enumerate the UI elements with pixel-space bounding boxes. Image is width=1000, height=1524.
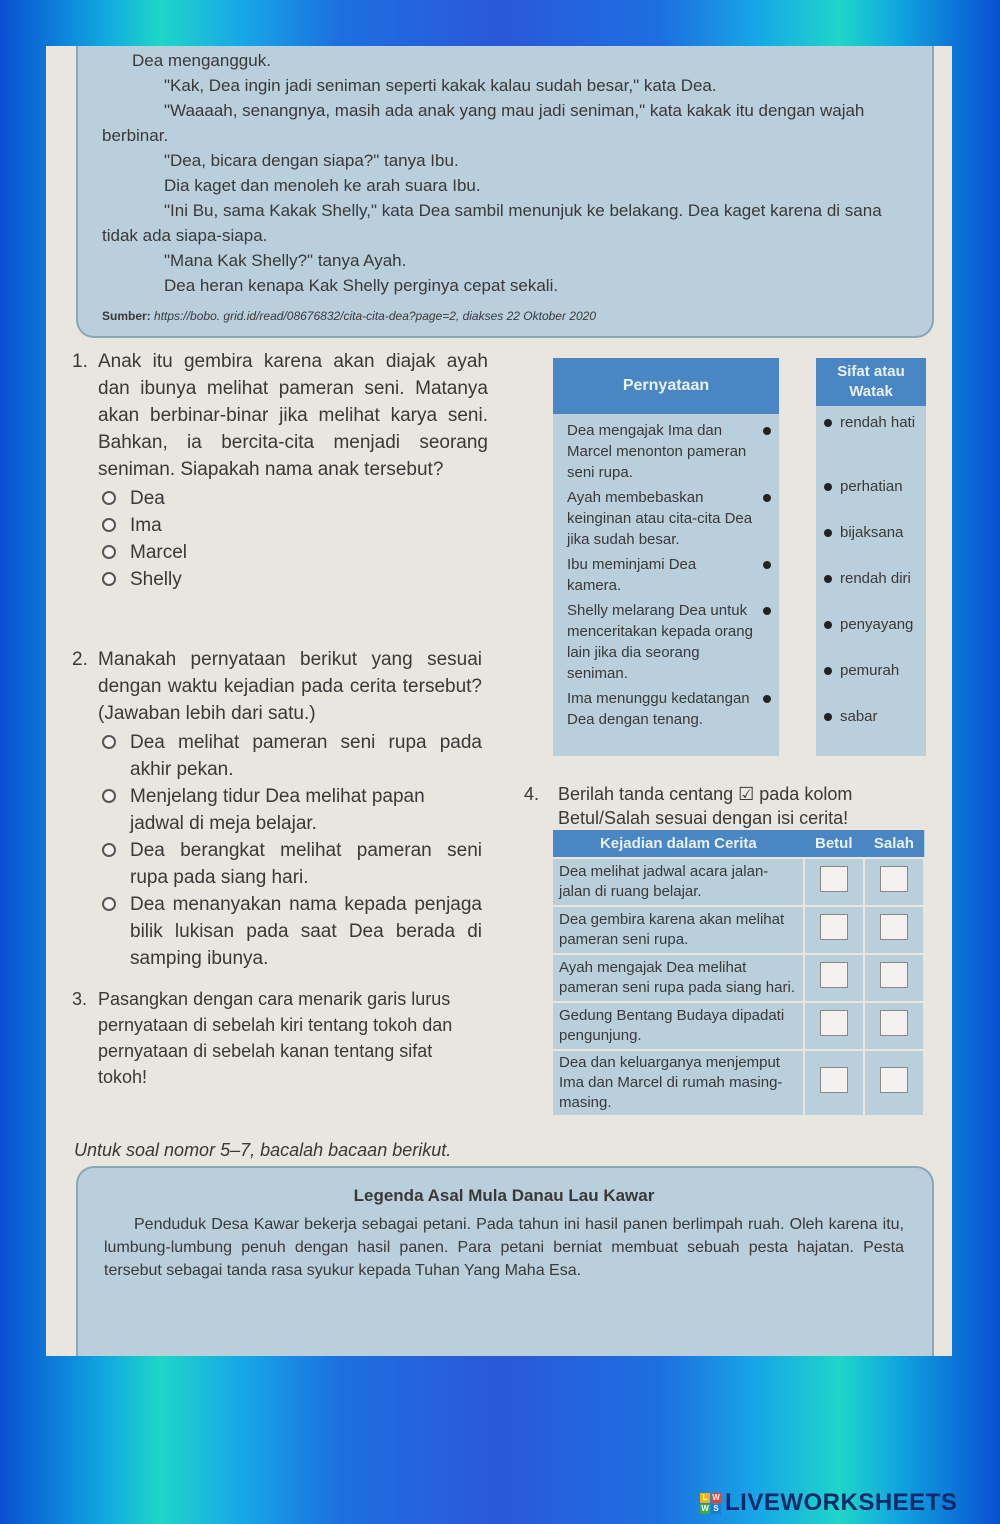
statement-text: Dea mengajak Ima dan Marcel menonton pameran seni rupa. bbox=[567, 422, 747, 481]
passage-text: Penduduk Desa Kawar bekerja sebagai petani. Pada tahun ini hasil panen berlimpah ruah. Oleh karena itu, lumbung-lumbung penuh dengan hasil panen. Para petani berniat membuat sebuah pesta hajatan. Pesta tersebut sebagai tanda rasa syukur kepada Tuhan Yang Maha Esa. bbox=[104, 1216, 904, 1279]
true-checkbox[interactable] bbox=[820, 914, 848, 940]
logo-letter: W bbox=[701, 1503, 709, 1513]
radio-button[interactable] bbox=[102, 572, 116, 586]
q2-option-2[interactable] bbox=[98, 783, 482, 837]
trait-text: rendah hati bbox=[840, 414, 916, 431]
trait-2 bbox=[816, 476, 926, 522]
statement-1 bbox=[553, 420, 779, 483]
event-text: Gedung Bentang Budaya dipadati pengunjung. bbox=[553, 1002, 804, 1050]
question-2 bbox=[72, 646, 482, 972]
match-dot[interactable] bbox=[763, 695, 771, 703]
trait-text: sabar bbox=[840, 708, 878, 725]
liveworksheets-brand[interactable] bbox=[700, 1488, 957, 1518]
story-line: "Ini Bu, sama Kakak Shelly," kata Dea sambil menunjuk ke belakang. Dea kaget karena di sana tidak ada siapa-siapa. bbox=[102, 201, 882, 245]
story-line: "Dea, bicara dengan siapa?" tanya Ibu. bbox=[164, 151, 459, 170]
event-text: Ayah mengajak Dea melihat pameran seni rupa pada siang hari. bbox=[553, 954, 804, 1002]
false-checkbox[interactable] bbox=[880, 1067, 908, 1093]
worksheet-page bbox=[46, 46, 952, 1356]
story-excerpt-box bbox=[76, 46, 934, 338]
story-line: "Kak, Dea ingin jadi seniman seperti kakak kalau sudah besar," kata Dea. bbox=[164, 76, 717, 95]
false-checkbox[interactable] bbox=[880, 914, 908, 940]
option-label: Dea bbox=[130, 488, 165, 509]
question-1 bbox=[72, 348, 488, 593]
liveworksheets-logo-icon bbox=[700, 1493, 721, 1514]
true-false-table bbox=[553, 830, 925, 1115]
q1-option-shelly[interactable] bbox=[98, 566, 488, 593]
option-label: Menjelang tidur Dea melihat papan jadwal di meja belajar. bbox=[130, 786, 425, 834]
checkbox-button[interactable] bbox=[102, 789, 116, 803]
legend-passage-box bbox=[76, 1166, 934, 1356]
match-dot[interactable] bbox=[763, 607, 771, 615]
question-4 bbox=[524, 782, 928, 830]
table-row bbox=[553, 954, 924, 1002]
trait-7 bbox=[816, 706, 926, 752]
option-label: Marcel bbox=[130, 542, 188, 563]
logo-letter: W bbox=[712, 1492, 720, 1502]
checkbox-button[interactable] bbox=[102, 843, 116, 857]
matching-traits-column bbox=[816, 358, 926, 756]
radio-button[interactable] bbox=[102, 491, 116, 505]
false-checkbox[interactable] bbox=[880, 866, 908, 892]
radio-button[interactable] bbox=[102, 518, 116, 532]
option-label: Dea menanyakan nama kepada penjaga bilik lukisan pada saat Dea berada di samping ibunya. bbox=[130, 894, 482, 969]
q1-option-marcel[interactable] bbox=[98, 539, 488, 566]
story-line: Dia kaget dan menoleh ke arah suara Ibu. bbox=[164, 176, 481, 195]
question-number: 1. bbox=[72, 351, 88, 372]
statement-text: Ima menunggu kedatangan Dea dengan tenang. bbox=[567, 690, 750, 728]
match-dot[interactable] bbox=[763, 494, 771, 502]
table-row bbox=[553, 1050, 924, 1115]
q1-option-dea[interactable] bbox=[98, 485, 488, 512]
logo-letter: L bbox=[700, 1493, 710, 1503]
question-number: 3. bbox=[72, 989, 88, 1009]
statement-4 bbox=[553, 600, 779, 684]
option-label: Shelly bbox=[130, 569, 182, 590]
question-3 bbox=[72, 986, 482, 1090]
trait-4 bbox=[816, 568, 926, 614]
statement-3 bbox=[553, 554, 779, 596]
event-column-header: Kejadian dalam Cerita bbox=[553, 830, 804, 858]
match-dot[interactable] bbox=[824, 529, 832, 537]
option-label: Dea berangkat melihat pameran seni rupa pada siang hari. bbox=[130, 840, 482, 888]
source-label: Sumber: bbox=[102, 309, 151, 323]
traits-header: Sifat atau Watak bbox=[816, 358, 926, 406]
table-row bbox=[553, 906, 924, 954]
radio-button[interactable] bbox=[102, 545, 116, 559]
story-line: Dea mengangguk. bbox=[132, 51, 271, 70]
question-number: 4. bbox=[524, 784, 540, 804]
true-checkbox[interactable] bbox=[820, 962, 848, 988]
match-dot[interactable] bbox=[824, 483, 832, 491]
match-dot[interactable] bbox=[763, 561, 771, 569]
trait-3 bbox=[816, 522, 926, 568]
checkbox-button[interactable] bbox=[102, 897, 116, 911]
trait-text: perhatian bbox=[840, 478, 903, 495]
match-dot[interactable] bbox=[824, 713, 832, 721]
event-text: Dea melihat jadwal acara jalan-jalan di ruang belajar. bbox=[553, 858, 804, 906]
trait-text: bijaksana bbox=[840, 524, 904, 541]
statement-5 bbox=[553, 688, 779, 730]
true-column-header: Betul bbox=[804, 830, 864, 858]
trait-6 bbox=[816, 660, 926, 706]
trait-1 bbox=[816, 412, 926, 476]
story-line: "Mana Kak Shelly?" tanya Ayah. bbox=[164, 251, 407, 270]
event-text: Dea dan keluarganya menjemput Ima dan Marcel di rumah masing-masing. bbox=[553, 1050, 804, 1115]
trait-text: penyayang bbox=[840, 616, 914, 633]
match-dot[interactable] bbox=[824, 575, 832, 583]
false-checkbox[interactable] bbox=[880, 1010, 908, 1036]
statement-2 bbox=[553, 487, 779, 550]
false-column-header: Salah bbox=[864, 830, 924, 858]
true-checkbox[interactable] bbox=[820, 1010, 848, 1036]
story-line: Dea heran kenapa Kak Shelly perginya cepat sekali. bbox=[164, 276, 559, 295]
question-text: Berilah tanda centang ☑ pada kolom Betul/Salah sesuai dengan isi cerita! bbox=[558, 784, 853, 828]
trait-5 bbox=[816, 614, 926, 660]
q2-option-3[interactable] bbox=[98, 837, 482, 891]
match-dot[interactable] bbox=[824, 667, 832, 675]
trait-text: rendah diri bbox=[840, 570, 911, 587]
table-row bbox=[553, 1002, 924, 1050]
trait-text: pemurah bbox=[840, 662, 900, 679]
false-checkbox[interactable] bbox=[880, 962, 908, 988]
question-text: Anak itu gembira karena akan diajak ayah dan ibunya melihat pameran seni. Matanya akan berbinar-binar jika melihat karya seni. Bahkan, ia bercita-cita menjadi seorang seniman. Siapakah nama anak tersebut? bbox=[98, 351, 488, 480]
question-text: Pasangkan dengan cara menarik garis lurus pernyataan di sebelah kiri tentang tokoh dan pernyataan di sebelah kanan tentang sifat tokoh! bbox=[98, 989, 453, 1087]
statement-text: Ibu meminjami Dea kamera. bbox=[567, 556, 697, 594]
true-checkbox[interactable] bbox=[820, 866, 848, 892]
q1-option-ima[interactable] bbox=[98, 512, 488, 539]
question-number: 2. bbox=[72, 649, 88, 670]
brand-name: LIVEWORKSHEETS bbox=[725, 1489, 958, 1516]
question-text: Manakah pernyataan berikut yang sesuai dengan waktu kejadian pada cerita tersebut? (Jawaban lebih dari satu.) bbox=[98, 649, 482, 724]
option-label: Dea melihat pameran seni rupa pada akhir pekan. bbox=[130, 732, 482, 780]
story-line: "Waaaah, senangnya, masih ada anak yang mau jadi seniman," kata kakak itu dengan wajah berbinar. bbox=[102, 101, 865, 145]
statement-text: Shelly melarang Dea untuk menceritakan kepada orang lain jika dia seorang seniman. bbox=[567, 602, 753, 682]
match-dot[interactable] bbox=[763, 427, 771, 435]
q2-option-1[interactable] bbox=[98, 729, 482, 783]
story-source bbox=[102, 304, 908, 329]
q2-option-4[interactable] bbox=[98, 891, 482, 972]
passage-title: Legenda Asal Mula Danau Lau Kawar bbox=[353, 1186, 655, 1205]
option-label: Ima bbox=[130, 515, 162, 536]
source-text: https://bobo. grid.id/read/08676832/cita-cita-dea?page=2, diakses 22 Oktober 2020 bbox=[154, 309, 597, 323]
true-checkbox[interactable] bbox=[820, 1067, 848, 1093]
event-text: Dea gembira karena akan melihat pameran seni rupa. bbox=[553, 906, 804, 954]
checkbox-button[interactable] bbox=[102, 735, 116, 749]
statement-text: Ayah membebaskan keinginan atau cita-cita Dea jika sudah besar. bbox=[567, 489, 753, 548]
table-row bbox=[553, 858, 924, 906]
matching-statements-column bbox=[553, 358, 779, 756]
logo-letter: S bbox=[711, 1504, 721, 1514]
statements-header: Pernyataan bbox=[553, 358, 779, 414]
passage-intro: Untuk soal nomor 5–7, bacalah bacaan berikut. bbox=[74, 1140, 452, 1160]
match-dot[interactable] bbox=[824, 621, 832, 629]
match-dot[interactable] bbox=[824, 419, 832, 427]
